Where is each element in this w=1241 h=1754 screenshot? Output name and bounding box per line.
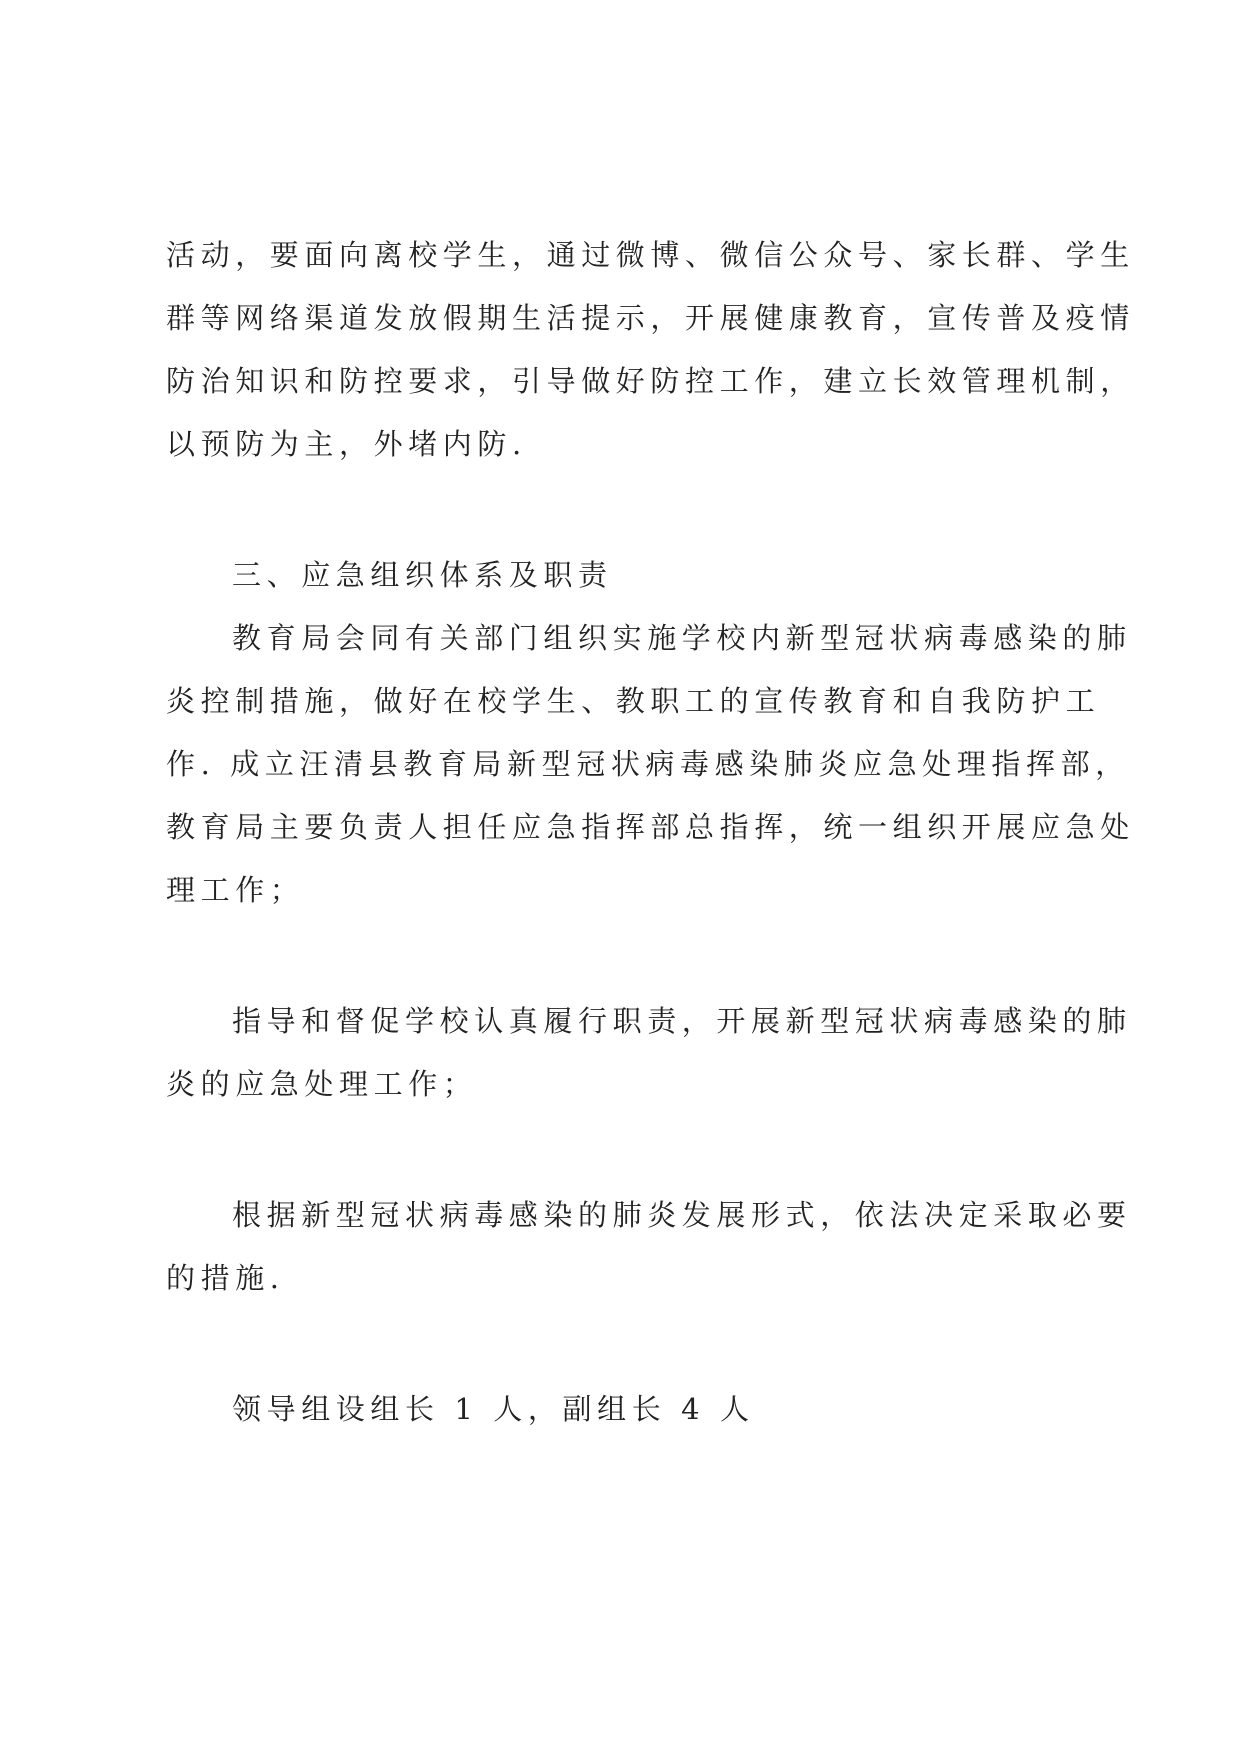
text-line: 防治知识和防控要求，引导做好防控工作，建立长效管理机制，	[166, 364, 1135, 398]
text-line: 理工作；	[166, 873, 305, 907]
text-line: 活动，要面向离校学生，通过微博、微信公众号、家长群、学生	[166, 238, 1135, 272]
text-line: 指导和督促学校认真履行职责，开展新型冠状病毒感染的肺	[232, 1004, 1132, 1038]
section-heading: 三、应急组织体系及职责	[232, 558, 613, 592]
text-line: 炎控制措施，做好在校学生、教职工的宣传教育和自我防护工	[166, 684, 1101, 718]
text-line: 教育局会同有关部门组织实施学校内新型冠状病毒感染的肺	[232, 621, 1132, 655]
text-line: 领导组设组长 1 人，副组长 4 人	[232, 1392, 755, 1426]
text-line: 的措施.	[166, 1261, 285, 1295]
text-line: 炎的应急处理工作；	[166, 1067, 478, 1101]
text-line: 根据新型冠状病毒感染的肺炎发展形式，依法决定采取必要	[232, 1198, 1132, 1232]
text-line: 群等网络渠道发放假期生活提示，开展健康教育，宣传普及疫情	[166, 301, 1135, 335]
text-line: 教育局主要负责人担任应急指挥部总指挥，统一组织开展应急处	[166, 810, 1135, 844]
text-line: 以预防为主，外堵内防.	[166, 427, 527, 461]
text-line: 作. 成立汪清县教育局新型冠状病毒感染肺炎应急处理指挥部，	[166, 747, 1130, 781]
